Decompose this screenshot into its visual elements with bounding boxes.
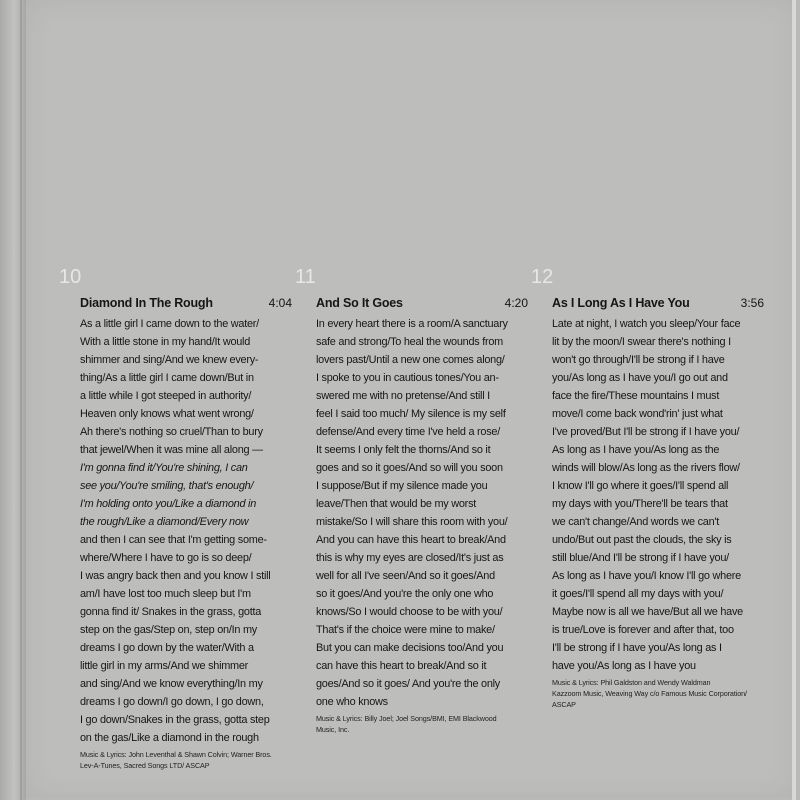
lyric-line: where/Where I have to go is so deep/ xyxy=(80,552,252,564)
lyric-line: I'm holding onto you/Like a diamond in xyxy=(80,498,257,510)
song-duration: 4:20 xyxy=(504,296,528,310)
lyric-line: see you/You're smiling, that's enough/ xyxy=(80,480,254,492)
lyric-line: goes and so it goes/And so will you soon xyxy=(316,462,503,474)
lyric-line: little girl in my arms/And we shimmer xyxy=(80,660,249,672)
lyric-line: Late at night, I watch you sleep/Your face xyxy=(552,318,741,330)
lyric-line: well for all I've seen/And so it goes/And xyxy=(316,570,495,582)
lyrics-block xyxy=(316,315,528,735)
song-title: As I Long As I Have You xyxy=(552,296,690,310)
lyric-line: you/As long as I have you/I go out and xyxy=(552,372,728,384)
lyric-line: I've proved/But I'll be strong if I have you/ xyxy=(552,426,740,438)
lyric-line: Ah there's nothing so cruel/Than to bury xyxy=(80,426,263,438)
lyric-line: on the gas/Like a diamond in the rough xyxy=(80,732,259,744)
lyric-line: gonna find it/ Snakes in the grass, gotta xyxy=(80,606,262,618)
song-title: Diamond In The Rough xyxy=(80,296,213,310)
lyric-line: dreams I go down by the water/With a xyxy=(80,642,254,654)
lyric-line: I'm gonna find it/You're shining, I can xyxy=(80,462,248,474)
track-number: 10 xyxy=(59,266,82,288)
page-edge xyxy=(792,0,796,800)
lyric-line: That's if the choice were mine to make/ xyxy=(316,624,495,636)
lyric-line: As a little girl I came down to the water/ xyxy=(80,318,259,330)
song-header xyxy=(552,296,764,312)
song-credits xyxy=(316,713,528,735)
credit-line: Music & Lyrics: Phil Galdston and Wendy Waldman xyxy=(552,678,711,687)
credit-line: ASCAP xyxy=(552,700,576,709)
track-number: 11 xyxy=(295,266,316,288)
lyric-line: As long as I have you/As long as the xyxy=(552,444,720,456)
credit-line: Music & Lyrics: Billy Joel; Joel Songs/BMI, EMI Blackwood xyxy=(316,714,497,723)
track-number: 12 xyxy=(531,266,554,288)
credit-line: Lev-A-Tunes, Sacred Songs LTD/ ASCAP xyxy=(80,761,210,770)
lyric-line: I'll be strong if I have you/As long as I xyxy=(552,642,722,654)
lyric-line: so it goes/And you're the only one who xyxy=(316,588,494,600)
spine-fold xyxy=(20,0,22,800)
lyric-line: still blue/And I'll be strong if I have you/ xyxy=(552,552,729,564)
lyric-line: my days with you/There'll be tears that xyxy=(552,498,728,510)
lyric-line: that jewel/When it was mine all along — xyxy=(80,444,263,456)
lyric-line: And you can have this heart to break/And xyxy=(316,534,506,546)
lyric-line: safe and strong/To heal the wounds from xyxy=(316,336,504,348)
lyric-line: shimmer and sing/And we knew every- xyxy=(80,354,259,366)
lyric-line: have you/As long as I have you xyxy=(552,660,696,672)
lyric-line: But you can make decisions too/And you xyxy=(316,642,504,654)
song-credits xyxy=(552,677,764,710)
lyric-line: In every heart there is a room/A sanctuary xyxy=(316,318,508,330)
song-duration: 3:56 xyxy=(740,296,764,310)
lyric-line: It seems I only felt the thorns/And so it xyxy=(316,444,491,456)
lyrics-block xyxy=(80,315,292,771)
booklet-spine xyxy=(0,0,26,800)
lyrics-block xyxy=(552,315,764,710)
lyric-line: feel I said too much/ My silence is my self xyxy=(316,408,506,420)
lyric-line: move/I come back wond'rin' just what xyxy=(552,408,723,420)
lyric-line: is true/Love is forever and after that, too xyxy=(552,624,734,636)
song-header xyxy=(80,296,292,312)
lyric-line: lit by the moon/I swear there's nothing I xyxy=(552,336,731,348)
lyric-line: one who knows xyxy=(316,696,388,708)
lyric-line: undo/But out past the clouds, the sky is xyxy=(552,534,732,546)
song-header xyxy=(316,296,528,312)
credit-line: Music & Lyrics: John Leventhal & Shawn Colvin; Warner Bros. xyxy=(80,750,272,759)
lyric-line: knows/So I would choose to be with you/ xyxy=(316,606,503,618)
credit-line: Music, Inc. xyxy=(316,725,350,734)
lyric-line: With a little stone in my hand/It would xyxy=(80,336,251,348)
lyric-line: lovers past/Until a new one comes along/ xyxy=(316,354,505,366)
lyric-line: I suppose/But if my silence made you xyxy=(316,480,488,492)
lyric-line: a little while I got steeped in authority/ xyxy=(80,390,252,402)
lyric-line: we can't change/And words we can't xyxy=(552,516,719,528)
credit-line: Kazzoom Music, Weaving Way c/o Famous Music Corporation/ xyxy=(552,689,747,698)
lyric-line: goes/And so it goes/ And you're the only xyxy=(316,678,501,690)
lyric-line: swered me with no pretense/And still I xyxy=(316,390,490,402)
lyric-line: Heaven only knows what went wrong/ xyxy=(80,408,254,420)
lyric-line: this is why my eyes are closed/It's just as xyxy=(316,552,504,564)
song-credits xyxy=(80,749,292,771)
lyric-line: thing/As a little girl I came down/But in xyxy=(80,372,254,384)
lyric-line: the rough/Like a diamond/Every now xyxy=(80,516,249,528)
lyric-line: winds will blow/As long as the rivers flow/ xyxy=(552,462,740,474)
lyric-line: leave/Then that would be my worst xyxy=(316,498,477,510)
lyric-line: dreams I go down/I go down, I go down, xyxy=(80,696,264,708)
lyric-line: mistake/So I will share this room with you/ xyxy=(316,516,508,528)
song-title: And So It Goes xyxy=(316,296,403,310)
lyric-line: and then I can see that I'm getting some- xyxy=(80,534,267,546)
lyric-line: am/I have lost too much sleep but I'm xyxy=(80,588,251,600)
lyric-line: I know I'll go where it goes/I'll spend all xyxy=(552,480,729,492)
song-duration: 4:04 xyxy=(268,296,292,310)
lyric-line: can have this heart to break/And so it xyxy=(316,660,487,672)
lyric-line: As long as I have you/I know I'll go where xyxy=(552,570,741,582)
lyric-line: it goes/I'll spend all my days with you/ xyxy=(552,588,724,600)
lyric-line: I was angry back then and you know I still xyxy=(80,570,271,582)
lyric-line: and sing/And we know everything/In my xyxy=(80,678,263,690)
lyric-line: defense/And every time I've held a rose/ xyxy=(316,426,500,438)
lyric-line: Maybe now is all we have/But all we have xyxy=(552,606,743,618)
lyric-line: face the fire/These mountains I must xyxy=(552,390,720,402)
lyric-line: won't go through/I'll be strong if I have xyxy=(552,354,725,366)
lyric-line: I spoke to you in cautious tones/You an- xyxy=(316,372,499,384)
lyric-line: I go down/Snakes in the grass, gotta step xyxy=(80,714,270,726)
lyric-line: step on the gas/Step on, step on/In my xyxy=(80,624,257,636)
